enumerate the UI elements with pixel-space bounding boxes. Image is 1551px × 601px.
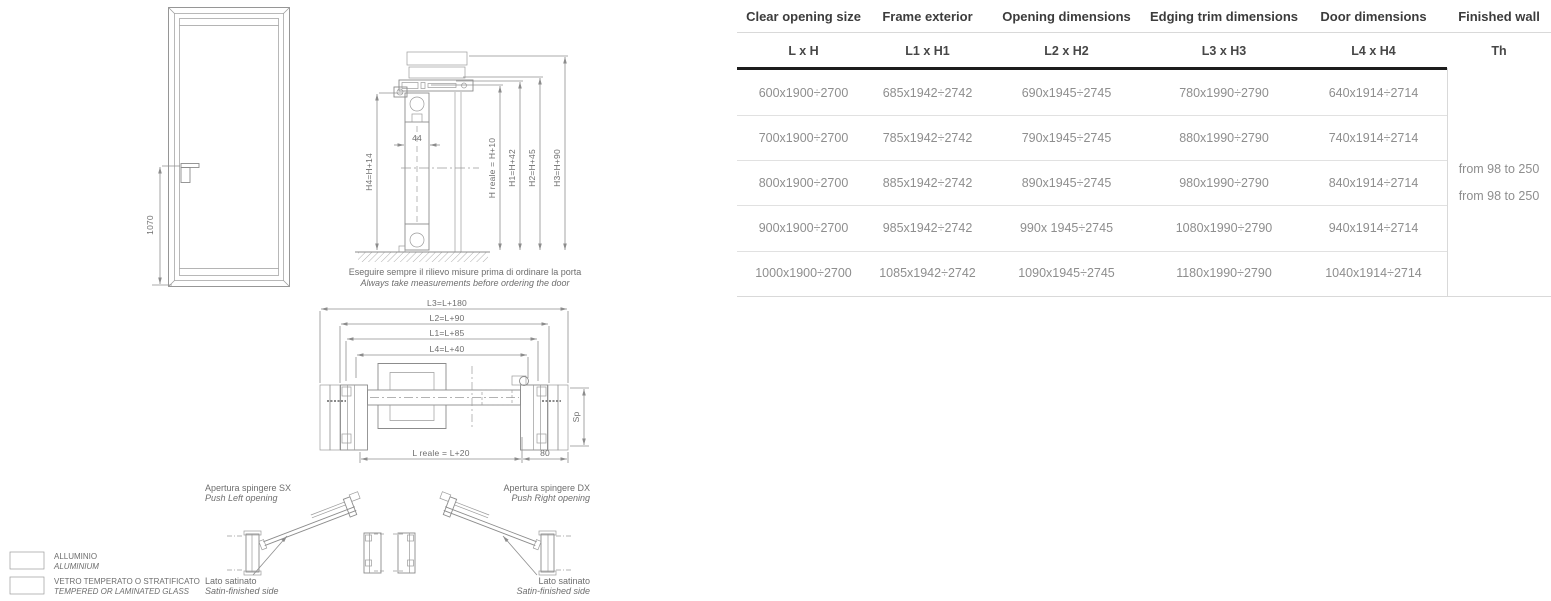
table-bottom-rule bbox=[737, 296, 1551, 297]
table-column-rule bbox=[1447, 68, 1448, 296]
vertical-section-drawing bbox=[349, 52, 582, 288]
handle-plan-view bbox=[378, 364, 446, 429]
table-cell: 840x1914÷2714 bbox=[1328, 175, 1419, 190]
finished-wall-cell bbox=[1447, 70, 1551, 296]
table-row-rule bbox=[737, 251, 1447, 252]
column-subheader: L3 x H3 bbox=[1201, 44, 1247, 58]
opening-diagrams bbox=[205, 483, 590, 596]
column-header: Frame exterior bbox=[882, 8, 973, 24]
table-cell: 1180x1990÷2790 bbox=[1176, 266, 1272, 281]
table-strong-rule bbox=[737, 67, 1447, 70]
column-header: Finished wall bbox=[1458, 8, 1540, 24]
satin-side-right-english: Satin-finished side bbox=[516, 586, 590, 596]
table-cell: 890x1945÷2745 bbox=[1021, 175, 1112, 190]
table-cell: 940x1914÷2714 bbox=[1328, 221, 1419, 236]
table-cell: 1080x1990÷2790 bbox=[1175, 221, 1273, 236]
legend-aluminium-italian: ALLUMINIO bbox=[54, 552, 98, 561]
push-right-title-english: Push Right opening bbox=[511, 493, 590, 503]
column-subheader: L2 x H2 bbox=[1044, 44, 1089, 58]
table-cell: 1090x1945÷2745 bbox=[1018, 266, 1115, 281]
table-cell: 1085x1942÷2742 bbox=[879, 266, 976, 281]
dim-l-reale-label: L reale = L+20 bbox=[412, 448, 470, 458]
aluminium-swatch bbox=[10, 552, 44, 569]
table-header-rule bbox=[737, 32, 1551, 33]
table-cell: 700x1900÷2700 bbox=[758, 130, 849, 145]
column-subheader: Th bbox=[1491, 44, 1507, 58]
table-cell: 900x1900÷2700 bbox=[758, 221, 849, 236]
table-cell: 780x1990÷2790 bbox=[1179, 85, 1269, 100]
satin-side-left-italian: Lato satinato bbox=[205, 576, 257, 586]
table-row-rule bbox=[737, 160, 1447, 161]
satin-side-left-english: Satin-finished side bbox=[205, 586, 279, 596]
push-right-title-italian: Apertura spingere DX bbox=[503, 483, 590, 493]
finished-wall-range: from 98 to 250 bbox=[1458, 162, 1540, 177]
table-cell: 980x1990÷2790 bbox=[1179, 175, 1269, 190]
measure-note-english: Always take measurements before ordering the door bbox=[360, 278, 570, 288]
width-dimensions bbox=[320, 298, 568, 383]
horizontal-section-drawing bbox=[320, 298, 589, 463]
material-legend bbox=[10, 552, 200, 596]
table-cell: 685x1942÷2742 bbox=[882, 85, 973, 100]
column-header: Door dimensions bbox=[1320, 8, 1427, 24]
finished-wall-range: from 98 to 250 bbox=[1458, 189, 1540, 204]
technical-drawings bbox=[0, 0, 740, 601]
table-cell: 790x1945÷2745 bbox=[1021, 130, 1112, 145]
dim-80-label: 80 bbox=[540, 448, 550, 458]
dim-l4-label: L4=L+40 bbox=[429, 344, 465, 354]
column-subheader: L1 x H1 bbox=[905, 44, 950, 58]
table-row-rule bbox=[737, 115, 1447, 116]
table-cell: 885x1942÷2742 bbox=[882, 175, 973, 190]
table-cell: 640x1914÷2714 bbox=[1328, 85, 1419, 100]
table-cell: 690x1945÷2745 bbox=[1021, 85, 1112, 100]
column-subheader: L x H bbox=[788, 44, 819, 58]
dim-l2-label: L2=L+90 bbox=[429, 313, 465, 323]
dim-l3-label: L3=L+180 bbox=[427, 298, 467, 308]
table-cell: 600x1900÷2700 bbox=[758, 85, 849, 100]
dim-h2-label: H2=H+45 bbox=[527, 149, 537, 187]
dim-h1-label: H1=H+42 bbox=[507, 149, 517, 187]
legend-glass-italian: VETRO TEMPERATO O STRATIFICATO bbox=[54, 577, 200, 586]
table-cell: 1040x1914÷2714 bbox=[1325, 266, 1422, 281]
door-front-view-drawing bbox=[145, 8, 290, 287]
closed-jamb-profiles bbox=[364, 533, 415, 573]
dim-l1-label: L1=L+85 bbox=[429, 328, 465, 338]
table-cell: 880x1990÷2790 bbox=[1179, 130, 1269, 145]
table-cell: 800x1900÷2700 bbox=[758, 175, 849, 190]
column-header: Edging trim dimensions bbox=[1149, 8, 1299, 24]
dim-h-reale-label: H reale = H+10 bbox=[487, 137, 497, 199]
push-left-title-italian: Apertura spingere SX bbox=[205, 483, 292, 493]
column-header: Opening dimensions bbox=[1002, 8, 1131, 24]
vertical-dimensions bbox=[364, 56, 568, 250]
door-handle bbox=[181, 164, 199, 183]
wall-thickness-dimension bbox=[570, 388, 589, 446]
push-left-opening-drawing bbox=[227, 492, 365, 575]
dim-sp-label: Sp bbox=[571, 411, 581, 423]
table-cell: 1000x1900÷2700 bbox=[755, 266, 852, 281]
legend-glass-english: TEMPERED OR LAMINATED GLASS bbox=[54, 587, 189, 596]
dim-h3-label: H3=H+90 bbox=[552, 149, 562, 187]
dim-h4-label: H4=H+14 bbox=[364, 153, 374, 191]
glass-swatch bbox=[10, 577, 44, 594]
dimensions-table bbox=[737, 0, 1551, 297]
table-cell: 740x1914÷2714 bbox=[1328, 130, 1419, 145]
satin-side-right-italian: Lato satinato bbox=[538, 576, 590, 586]
column-header: Clear opening size bbox=[746, 8, 861, 24]
measure-note-italian: Eseguire sempre il rilievo misure prima di ordinare la porta bbox=[348, 267, 582, 277]
dim-44-label: 44 bbox=[412, 133, 422, 143]
table-cell: 785x1942÷2742 bbox=[882, 130, 973, 145]
dim-1070-label: 1070 bbox=[145, 215, 155, 235]
legend-aluminium-english: ALUMINIUM bbox=[54, 562, 99, 571]
table-row-rule bbox=[737, 205, 1447, 206]
push-left-title-english: Push Left opening bbox=[205, 493, 278, 503]
column-subheader: L4 x H4 bbox=[1351, 44, 1396, 58]
push-right-opening-drawing bbox=[435, 492, 573, 575]
table-cell: 985x1942÷2742 bbox=[882, 221, 973, 236]
table-cell: 990x 1945÷2745 bbox=[1019, 221, 1114, 236]
